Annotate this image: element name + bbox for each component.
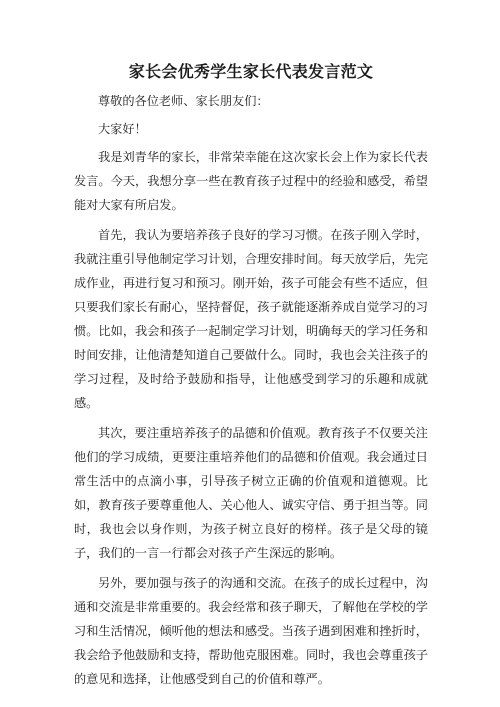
- page-title: 家长会优秀学生家长代表发言范文: [128, 62, 374, 81]
- salutation: 尊敬的各位老师、家长朋友们：: [98, 94, 269, 108]
- paragraph-introduction: 我是刘青华的家长，非常荣幸能在这次家长会上作为家长代表发言。今天，我想分享一些在教育孩子过程中的经验和感受，希望能对大家有所启发。: [74, 150, 428, 212]
- paragraph-character-values: 其次，要注重培养孩子的品德和价值观。教育孩子不仅要关注他们的学习成绩，更要注重培养他们的品德和价值观。我会通过日常生活中的点滴小事，引导孩子树立正确的价值观和道德观。比如，教育孩子要尊重他人、关心他人、诚实守信、勇于担当等。同时，我也会以身作则，为孩子树立良好的榜样。孩子是父母的镜子，我们的一言一行都会对孩子产生深远的影响。: [74, 426, 428, 560]
- paragraph-study-habits: 首先，我认为要培养孩子良好的学习习惯。在孩子刚入学时，我就注重引导他制定学习计划，合理安排时间。每天放学后，先完成作业，再进行复习和预习。刚开始，孩子可能会有些不适应，但只要我们家长有耐心，坚持督促，孩子就能逐渐养成自觉学习的习惯。比如，我会和孩子一起制定学习计划，明确每天的学习任务和时间安排，让他清楚知道自己要做什么。同时，我也会关注孩子的学习过程，及时给予鼓励和指导，让他感受到学习的乐趣和成就感。: [74, 228, 428, 410]
- greeting: 大家好！: [98, 122, 147, 136]
- paragraph-communication: 另外，要加强与孩子的沟通和交流。在孩子的成长过程中，沟通和交流是非常重要的。我会经常和孩子聊天，了解他在学校的学习和生活情况，倾听他的想法和感受。当孩子遇到困难和挫折时，我会给予他鼓励和支持，帮助他克服困难。同时，我也会尊重孩子的意见和选择，让他感受到自己的价值和尊严。: [74, 576, 428, 686]
